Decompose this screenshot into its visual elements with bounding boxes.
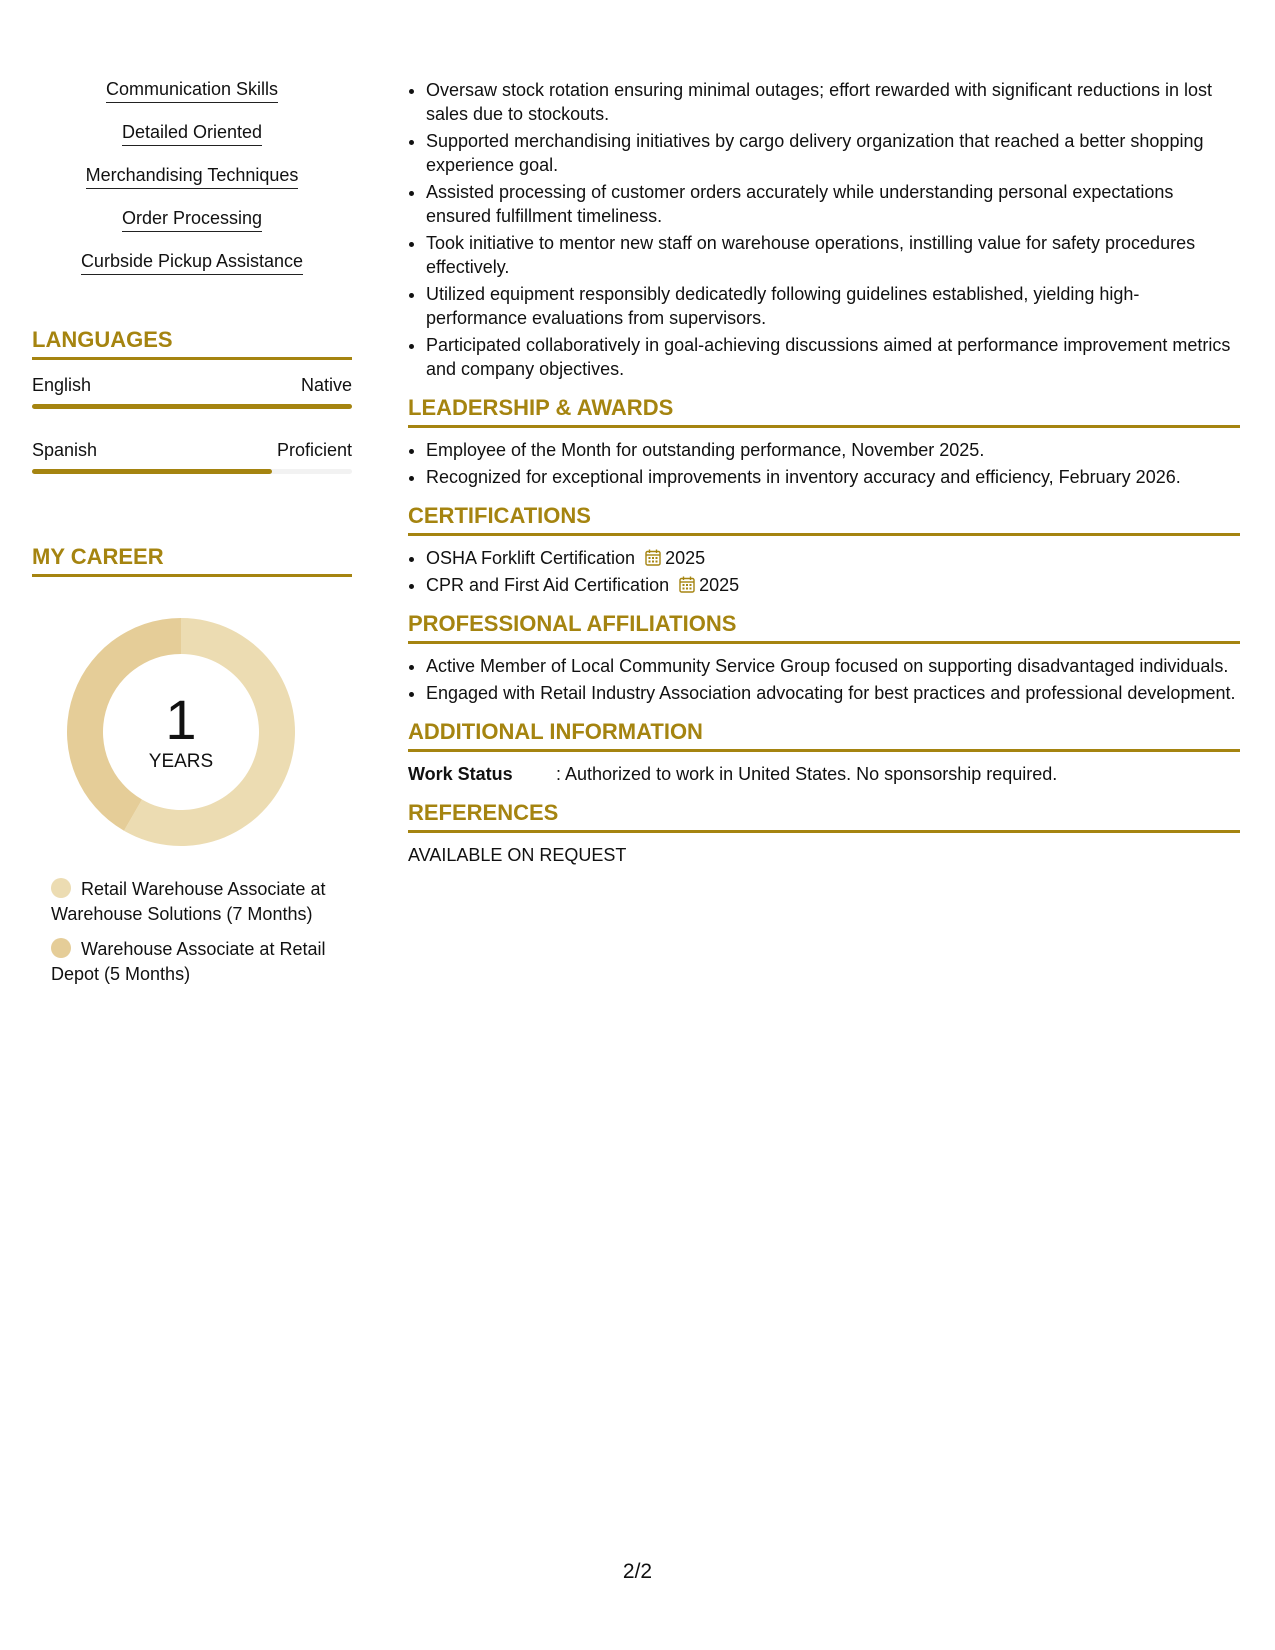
career-total: 1 — [165, 688, 197, 751]
legend-dot — [51, 938, 71, 958]
language-level: Proficient — [276, 440, 352, 460]
skill-item: Communication Skills — [106, 78, 278, 103]
certification-name: OSHA Forklift Certification — [426, 548, 636, 568]
leadership-list — [408, 438, 1240, 489]
certification-year: 2025 — [665, 548, 706, 568]
additional-info-title: ADDITIONAL INFORMATION — [408, 719, 1240, 752]
leadership-item: • Recognized for exceptional improvements in inventory accuracy and efficiency, February 2026. — [426, 465, 1240, 489]
work-status-value: : Authorized to work in United States. No sponsorship required. — [556, 764, 1058, 784]
skill-item: Order Processing — [122, 207, 262, 232]
career-title: MY CAREER — [32, 544, 352, 577]
experience-bullets — [408, 78, 1240, 381]
affiliation-item: • Active Member of Local Community Service Group focused on supporting disadvantaged individuals. — [426, 654, 1240, 678]
affiliations-title: PROFESSIONAL AFFILIATIONS — [408, 611, 1240, 644]
certification-item — [426, 546, 1240, 570]
legend-label: Warehouse Associate at Retail Depot (5 Months) — [51, 939, 326, 984]
skill-item: Curbside Pickup Assistance — [81, 250, 303, 275]
experience-bullet: • Supported merchandising initiatives by cargo delivery organization that reached a better shopping experience goal. — [426, 129, 1240, 177]
language-proficiency-bar — [32, 469, 352, 474]
left-column — [32, 78, 352, 997]
references-title: REFERENCES — [408, 800, 1240, 833]
calendar-icon — [679, 576, 695, 593]
language-name: English — [32, 375, 92, 395]
certification-year: 2025 — [699, 575, 740, 595]
language-proficiency-fill — [32, 469, 272, 474]
language-proficiency-bar — [32, 404, 352, 409]
language-name: Spanish — [32, 440, 98, 460]
certification-name: CPR and First Aid Certification — [426, 575, 670, 595]
career-donut-chart — [66, 617, 296, 847]
experience-bullet: • Utilized equipment responsibly dedicatedly following guidelines established, yielding high-performance evaluations from supervisors. — [426, 282, 1240, 330]
references-text: AVAILABLE ON REQUEST — [408, 845, 627, 865]
skills-list — [32, 78, 352, 293]
experience-bullet: • Assisted processing of customer orders accurately while understanding personal expectations ensured fulfillment timeliness. — [426, 180, 1240, 228]
work-status-label: Work Status — [408, 764, 513, 784]
language-spanish — [32, 439, 352, 474]
work-status-row — [408, 762, 1240, 786]
calendar-icon — [645, 549, 661, 566]
legend-dot — [51, 878, 71, 898]
language-proficiency-fill — [32, 404, 352, 409]
certifications-title: CERTIFICATIONS — [408, 503, 1240, 536]
legend-item — [51, 937, 326, 987]
affiliations-list — [408, 654, 1240, 705]
affiliation-item: • Engaged with Retail Industry Association advocating for best practices and professional development. — [426, 681, 1240, 705]
skill-item: Merchandising Techniques — [86, 164, 299, 189]
language-level: Native — [300, 375, 352, 395]
legend-item — [51, 877, 326, 927]
right-column — [408, 78, 1240, 867]
languages-title: LANGUAGES — [32, 327, 352, 360]
certification-item — [426, 573, 1240, 597]
donut-center — [66, 617, 296, 847]
legend-label: Retail Warehouse Associate at Warehouse Solutions (7 Months) — [51, 879, 326, 924]
language-english — [32, 374, 352, 409]
skill-item: Detailed Oriented — [122, 121, 262, 146]
experience-bullet: • Participated collaboratively in goal-achieving discussions aimed at performance improvement metrics and company objectives. — [426, 333, 1240, 381]
leadership-title: LEADERSHIP & AWARDS — [408, 395, 1240, 428]
career-legend — [51, 877, 326, 987]
leadership-item: • Employee of the Month for outstanding performance, November 2025. — [426, 438, 1240, 462]
certifications-list — [408, 546, 1240, 597]
career-unit: YEARS — [148, 751, 214, 772]
experience-bullet: • Oversaw stock rotation ensuring minimal outages; effort rewarded with significant reductions in lost sales due to stockouts. — [426, 78, 1240, 126]
page-number: 2/2 — [622, 1560, 653, 1583]
experience-bullet: • Took initiative to mentor new staff on warehouse operations, instilling value for safety procedures effectively. — [426, 231, 1240, 279]
